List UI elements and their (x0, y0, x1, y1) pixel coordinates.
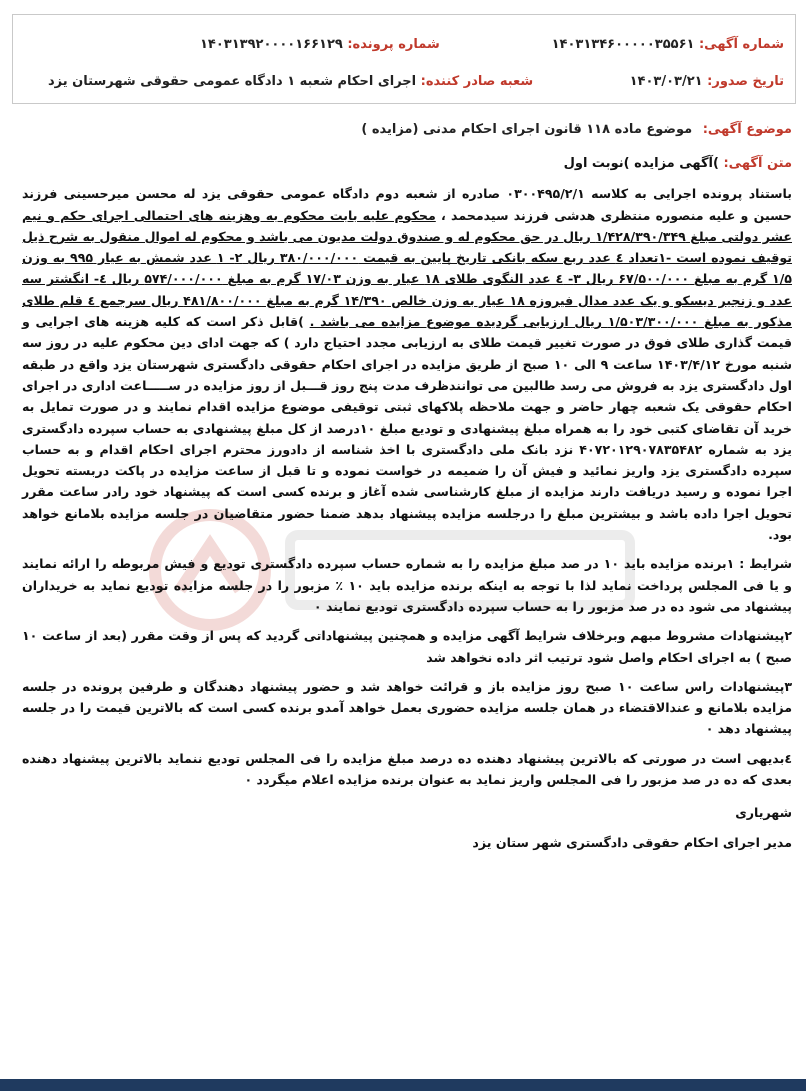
notice-title-value: )آگهی مزایده )نوبت اول (563, 156, 719, 171)
signature-name: شهریاری (735, 805, 792, 821)
ad-number (552, 37, 784, 52)
issue-date-label: تاریخ صدور: (707, 74, 784, 89)
issuing-branch-value: اجرای احکام شعبه ۱ دادگاه عمومی حقوقی شهرستان یزد (48, 74, 417, 89)
signature-title: مدیر اجرای احکام حقوقی دادگستری شهر ستان یزد (472, 834, 792, 850)
condition-2: ۲پیشنهادات مشروط مبهم وبرخلاف شرایط آگهی مزایده و همچنین پیشنهاداتی گردید که پس از وقت مقرر (بعد از ساعت ۱۰ صبح ) به اجرای احکام واصل شود ترتیب اثر داده نخواهد شد (22, 628, 792, 665)
issue-date-value: ۱۴۰۳/۰۳/۲۱ (629, 74, 703, 89)
ad-number-label: شماره آگهی: (698, 37, 784, 52)
bottom-bar (0, 1079, 806, 1091)
main-paragraph (22, 183, 792, 545)
file-number-value: ۱۴۰۳۱۳۹۲۰۰۰۰۱۶۶۱۲۹ (200, 37, 343, 52)
header-box (12, 14, 796, 104)
notice-title (22, 153, 792, 174)
ad-number-value: ۱۴۰۳۱۳۴۶۰۰۰۰۰۳۵۵۶۱ (551, 37, 695, 52)
notice-body (22, 153, 792, 853)
subject-line (361, 122, 792, 137)
subject-label: موضوع آگهی: (702, 122, 792, 137)
issuing-branch (48, 74, 533, 89)
issuing-branch-label: شعبه صادر کننده: (420, 74, 534, 89)
condition-4: ٤بدیهی است در صورتی که بالاترین پیشنهاد دهنده ده درصد مبلغ مزایده را فی المجلس تودیع ننماید بالاترین پیشنهاد دهنده بعدی که ده در صد مزبور را فی المجلس واریز نماید به عنوان برنده مزایده اعلام میگردد ۰ (22, 750, 792, 788)
subject-value: موضوع ماده ۱۱۸ قانون اجرای احکام مدنی (مزایده ) (361, 122, 693, 137)
notice-title-label: متن آگهی: (723, 156, 792, 171)
condition-3: ۳پیشنهادات راس ساعت ۱۰ صبح روز مزایده باز و قرائت خواهد شد و حضور پیشنهاد دهندگان و طرفین پرونده در جلسه مزایده بلامانع و عندالاقتضاء در همان جلسه مزایده حضوری بعمل خواهد آمدو برنده کسی است که بالاترین قیمت را در جلسه پیشنهاد دهد ۰ (22, 678, 792, 737)
main-paragraph-intro: باستناد پرونده اجرایی به کلاسه ۰۳۰۰۴۹۵/۲/۱ صادره از شعبه دوم دادگاه عمومی حقوقی یزد له محسن میرحسینی فرزند حسین و علیه منصوره منتظری هدشی فرزند سیدمحمد ، (22, 186, 793, 223)
file-number-label: شماره پرونده: (347, 37, 440, 52)
file-number (200, 37, 440, 52)
main-paragraph-terms: )قابل ذکر است که کلیه هزینه های اجرایی و قیمت گذاری طلای فوق در صورت تغییر قیمت طلای به ارزیابی مجدد احتیاج دارد ) که جهت ادای دین محکوم علیه در روز سه شنبه مورخ ۱۴۰۳/۴/۱۲ ساعت ۹ الی ۱۰ صبح از طریق مزایده در اجرای احکام حقوقی دادگستری شهرستان یزد واقع در طبقه اول دادگستری یزد به فروش می رسد طالبین می توانندظرف مدت پنج روز قـــبل از روز مزایده در ســـــاعت اداری در اجرای احکام حقوقی یک شعبه چهار حاضر و جهت ملاحظه پلاکهای ثبتی توقیفی موضوع مزایده اقدام نمایند و در صورت تمایل به خرید آن تقاضای کتبی خود را به همراه مبلغ پیشنهادی و تودیع مبلغ ۱۰درصد از کل مبلغ پیشنهادی به حساب سپرده دادگستری یزد به شماره ۴۰۷۲۰۱۲۹۰۷۸۳۵۴۸۲ نزد بانک ملی دادگستری با اخذ شناسه از دادورز محترم اجرای احکام اقدام و به حساب سپرده دادگستری یزد واریز نمائید و فیش آن را ضمیمه در خواست نموده و تا قبل از ساعت مزایده در پاکت دربسته تحویل اجرا نموده و رسید دریافت دارند مزایده از مبلغ کارشناسی شده آغاز و برنده کسی است که پیشنهاد خود رادر ساعت مقرر تحویل اجرا داده باشد و بیشترین مبلغ را درجلسه مزایده پیشنهاد بدهد ضمنا حضور متقاضیان در جلسه مزایده بلامانع خواهد بود. (22, 314, 793, 543)
issue-date (630, 74, 784, 89)
condition-1: شرایط : ۱برنده مزایده باید ۱۰ در صد مبلغ مزایده را به شماره حساب سپرده دادگستری تودیع و فیش مربوطه را ارائه نمایند و یا فی المجلس پرداخت نماید لذا با توجه به اینکه برنده مزایده باید ۱۰ ٪ مزبور را در جلسه مزایده تودیع نماید به خریداران پیشنهاد می شود ده در صد مزبور را به حساب سپرده دادگستری تودیع نمایند ۰ (22, 556, 793, 614)
main-paragraph-assets: محکوم علیه بابت محکوم به وهزینه های احتمالی اجرای حکم و نیم عشر دولتی مبلغ ۱/۴۲۸/۳۹۰/۳۴۹ ریال در حق محکوم له و صندوق دولت مدیون می باشد و محکوم له اموال منقول به شرح ذیل توقیف نموده است -۱تعداد ٤ عدد ربع سکه بانکی تاریخ پایین به قیمت ۳۸۰/۰۰۰/۰۰۰ ریال ۲- ۱ عدد شمش به عیار ۹۹۵ به وزن ۱/۵ گرم به مبلغ ۶۷/۵۰۰/۰۰۰ ریال ۳- ٤ عدد النگوی طلای ۱۸ عیار به وزن ۱۷/۰۳ گرم به مبلغ ۵۷۴/۰۰۰/۰۰۰ ریال ٤- انگشتر سه عدد و زنجیر دیسکو و یک عدد مدال فیروزه ۱۸ عیار به وزن خالص ۱۴/۳۹۰ گرم به مبلغ ۴۸۱/۸۰۰/۰۰۰ ریال سرجمع ٤ قلم طلای مذکور به مبلغ ۱/۵۰۳/۳۰۰/۰۰۰ ریال ارزیابی گردیده موضوع مزایده می باشد . (22, 207, 793, 330)
